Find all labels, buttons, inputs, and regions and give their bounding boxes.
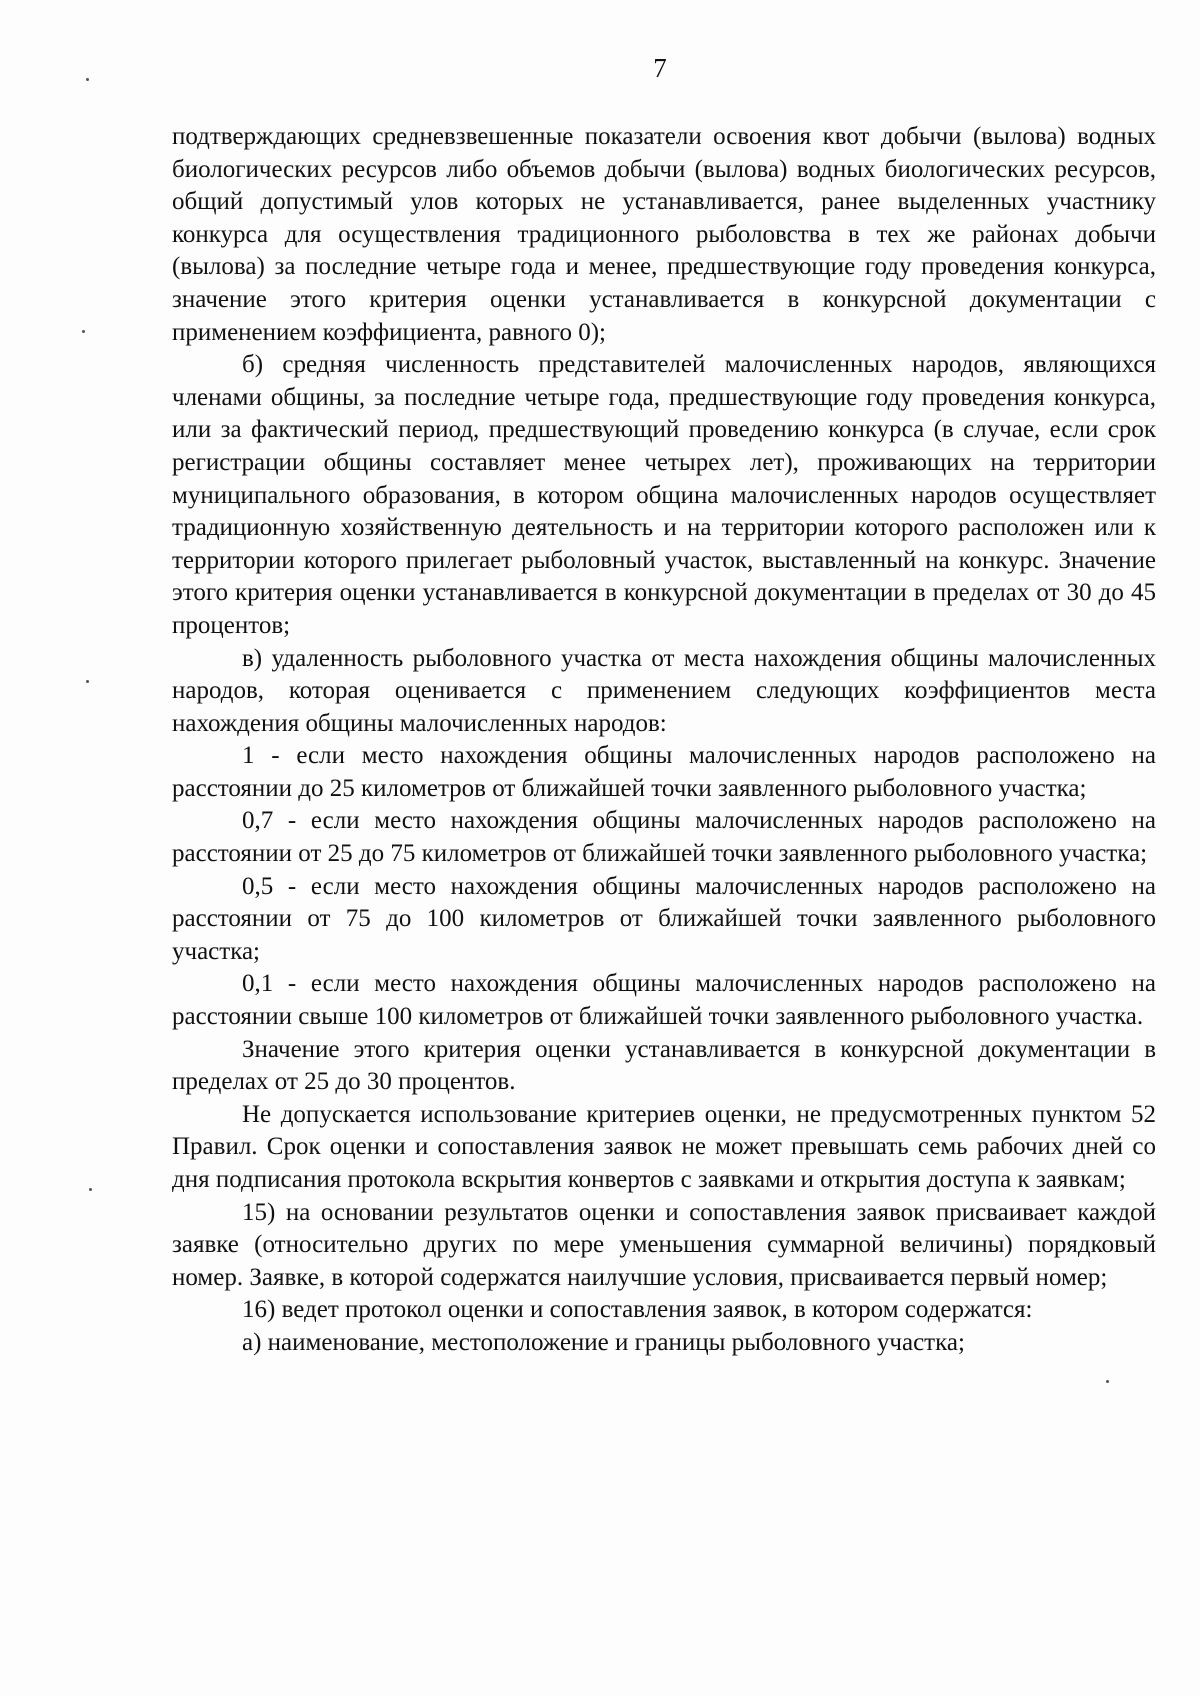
scan-speck <box>86 78 89 81</box>
scan-speck <box>1106 1380 1109 1383</box>
scan-speck <box>86 680 89 683</box>
paragraph-item-v: в) удаленность рыболовного участка от места нахождения общины малочисленных народов, которая оценивается с применением следующих коэффициентов места нахождения общины малочисленных народов: <box>172 644 1156 737</box>
paragraph-not-allowed: Не допускается использование критериев оценки, не предусмотренных пунктом 52 Правил. Срок оценки и сопоставления заявок не может превышать семь рабочих дней со дня подписания протокола вскрытия конвертов с заявками и открытия доступа к заявкам; <box>172 1100 1156 1193</box>
document-body <box>172 121 1156 1360</box>
paragraph-item-16-a: а) наименование, местоположение и границы рыболовного участка; <box>242 1328 965 1356</box>
paragraph-item-16: 16) ведет протокол оценки и сопоставления заявок, в котором содержатся: <box>242 1296 1033 1324</box>
paragraph-coefficient-0-1: 0,1 - если место нахождения общины малочисленных народов расположено на расстоянии свыше 100 километров от ближайшей точки заявленного рыболовного участка. <box>172 970 1156 1031</box>
paragraph-item-15: 15) на основании результатов оценки и сопоставления заявок присваивает каждой заявке (относительно других по мере уменьшения суммарной величины) порядковый номер. Заявке, в которой содержатся наилучшие условия, присваивается первый номер; <box>172 1198 1156 1291</box>
scan-speck <box>89 1188 92 1191</box>
paragraph-coefficient-0-5: 0,5 - если место нахождения общины малочисленных народов расположено на расстоянии от 75 до 100 километров от ближайшей точки заявленного рыболовного участка; <box>172 872 1156 965</box>
paragraph-item-b: б) средняя численность представителей малочисленных народов, являющихся членами общины, за последние четыре года, предшествующие году проведения конкурса, или за фактический период, предшествующий проведению конкурса (в случае, если срок регистрации общины составляет менее четырех лет), проживающих на территории муниципального образования, в котором община малочисленных народов осуществляет традиционную хозяйственную деятельность и на территории которого расположен или к территории которого прилегает рыболовный участок, выставленный на конкурс. Значение этого критерия оценки устанавливается в конкурсной документации в пределах от 30 до 45 процентов; <box>172 351 1156 639</box>
paragraph-continuation: подтверждающих средневзвешенные показатели освоения квот добычи (вылова) водных биологических ресурсов либо объемов добычи (вылова) водных биологических ресурсов, общий допустимый улов которых не устанавливается, ранее выделенных участнику конкурса для осуществления традиционного рыболовства в тех же районах добычи (вылова) за последние четыре года и менее, предшествующие году проведения конкурса, значение этого критерия оценки устанавливается в конкурсной документации с применением коэффициента, равного 0); <box>172 123 1156 346</box>
paragraph-coefficient-0-7: 0,7 - если место нахождения общины малочисленных народов расположено на расстоянии от 25 до 75 километров от ближайшей точки заявленного рыболовного участка; <box>172 807 1156 868</box>
page-number: 7 <box>653 53 667 83</box>
paragraph-criterion-value: Значение этого критерия оценки устанавливается в конкурсной документации в пределах от 25 до 30 процентов. <box>172 1035 1156 1096</box>
paragraph-coefficient-1: 1 - если место нахождения общины малочисленных народов расположено на расстоянии до 25 километров от ближайшей точки заявленного рыболовного участка; <box>172 742 1156 802</box>
scan-speck <box>82 330 85 333</box>
